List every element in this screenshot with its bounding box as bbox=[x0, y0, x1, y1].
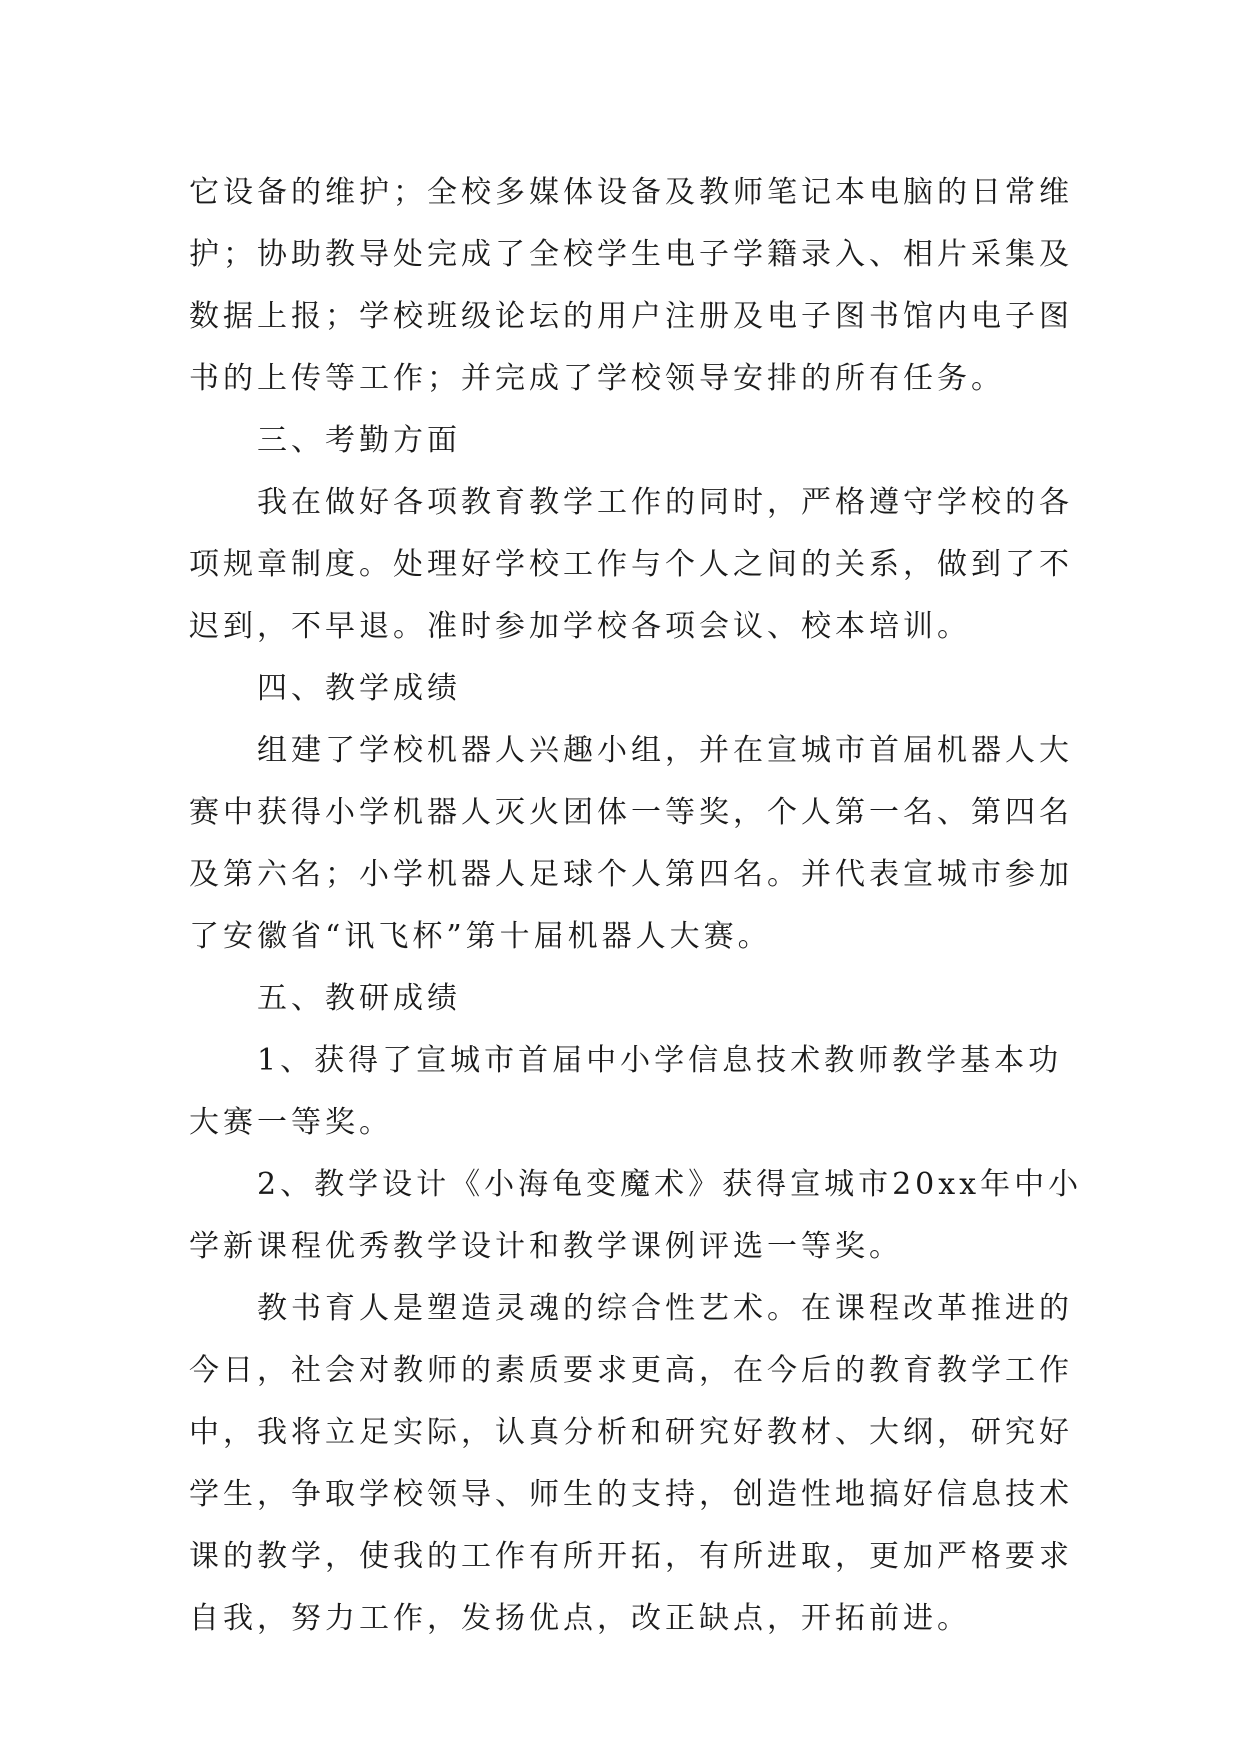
paragraph-line: 数据上报；学校班级论坛的用户注册及电子图书馆内电子图 bbox=[189, 299, 1073, 334]
paragraph-line: 学生，争取学校领导、师生的支持，创造性地搞好信息技术 bbox=[189, 1477, 1073, 1512]
paragraph-line: 护；协助教导处完成了全校学生电子学籍录入、相片采集及 bbox=[189, 237, 1073, 272]
paragraph-line: 自我，努力工作，发扬优点，改正缺点，开拓前进。 bbox=[189, 1601, 971, 1636]
paragraph-line: 项规章制度。处理好学校工作与个人之间的关系，做到了不 bbox=[189, 547, 1073, 582]
paragraph-line: 教书育人是塑造灵魂的综合性艺术。在课程改革推进的 bbox=[257, 1291, 1073, 1326]
list-item-line: 学新课程优秀教学设计和教学课例评选一等奖。 bbox=[189, 1229, 903, 1264]
list-item-line: 2、教学设计《小海龟变魔术》获得宣城市20xx年中小 bbox=[257, 1167, 1083, 1202]
section-heading-research-results: 五、教研成绩 bbox=[257, 981, 461, 1016]
paragraph-line: 它设备的维护；全校多媒体设备及教师笔记本电脑的日常维 bbox=[189, 175, 1073, 210]
paragraph-line: 组建了学校机器人兴趣小组，并在宣城市首届机器人大 bbox=[257, 733, 1073, 768]
section-heading-attendance: 三、考勤方面 bbox=[257, 423, 461, 458]
paragraph-line: 赛中获得小学机器人灭火团体一等奖，个人第一名、第四名 bbox=[189, 795, 1073, 830]
paragraph-line: 今日，社会对教师的素质要求更高，在今后的教育教学工作 bbox=[189, 1353, 1073, 1388]
list-item-line: 1、获得了宣城市首届中小学信息技术教师教学基本功 bbox=[257, 1043, 1063, 1078]
paragraph-line: 迟到，不早退。准时参加学校各项会议、校本培训。 bbox=[189, 609, 971, 644]
paragraph-line: 了安徽省“讯飞杯”第十届机器人大赛。 bbox=[189, 919, 772, 954]
paragraph-line: 及第六名；小学机器人足球个人第四名。并代表宣城市参加 bbox=[189, 857, 1073, 892]
paragraph-line: 书的上传等工作；并完成了学校领导安排的所有任务。 bbox=[189, 361, 1005, 396]
paragraph-line: 我在做好各项教育教学工作的同时，严格遵守学校的各 bbox=[257, 485, 1073, 520]
document-body bbox=[189, 162, 1083, 1650]
paragraph-line: 课的教学，使我的工作有所开拓，有所进取，更加严格要求 bbox=[189, 1539, 1073, 1574]
list-item-line: 大赛一等奖。 bbox=[189, 1105, 393, 1140]
paragraph-line: 中，我将立足实际，认真分析和研究好教材、大纲，研究好 bbox=[189, 1415, 1073, 1450]
section-heading-teaching-results: 四、教学成绩 bbox=[257, 671, 461, 706]
